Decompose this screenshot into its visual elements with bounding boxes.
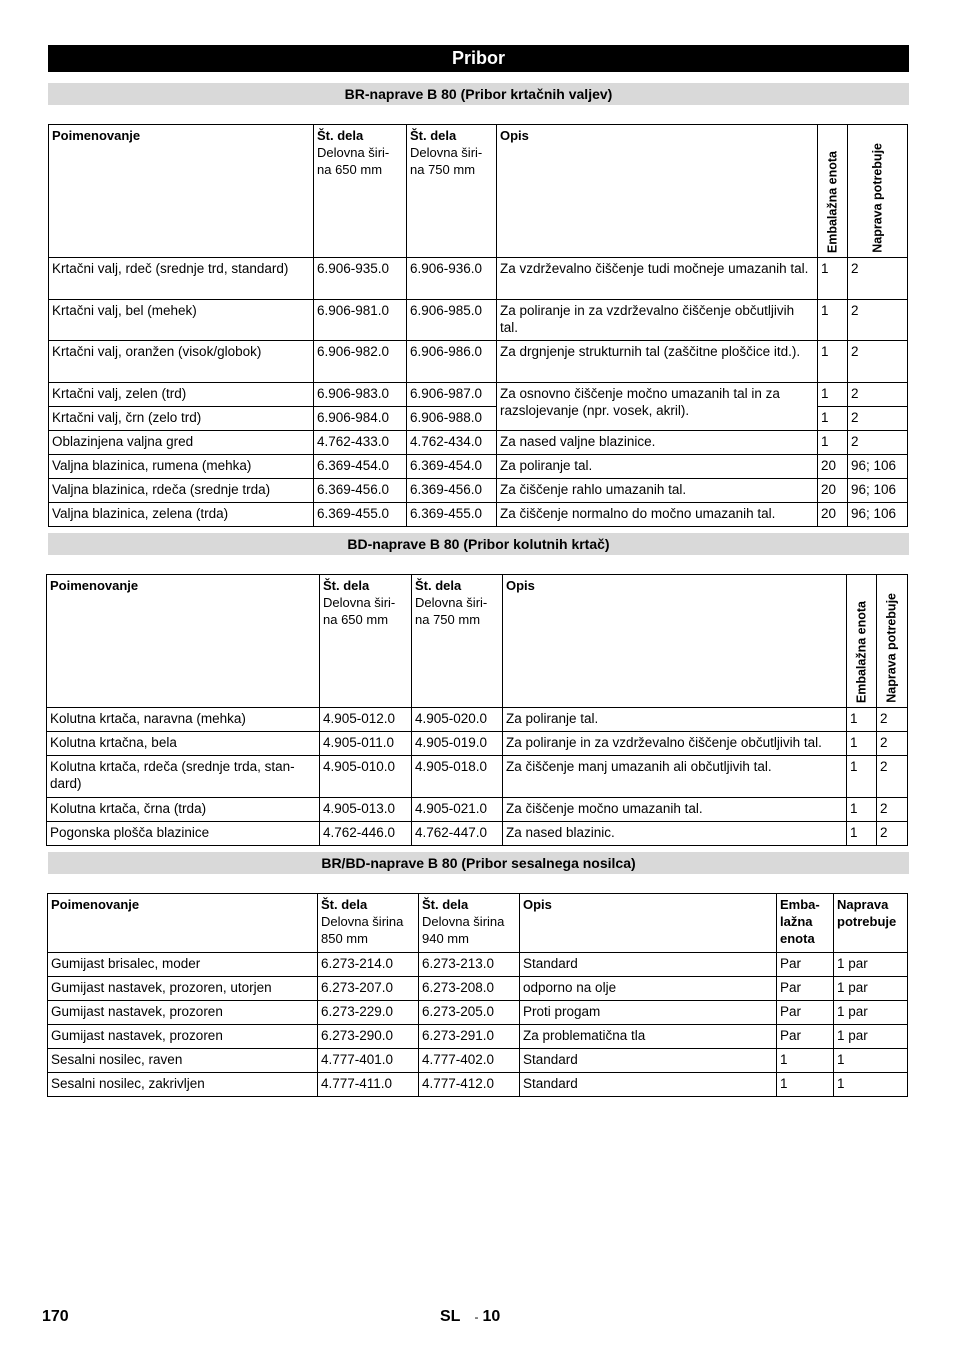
header-part-940: Št. dela Delovna širina 940 mm — [419, 894, 520, 953]
header-description: Opis — [503, 575, 847, 708]
header-description: Opis — [520, 894, 777, 953]
table-row: Valjna blazinica, zelena (trda) 6.369-455.0 6.369-455.0 Za čiščenje normalno do močno umazanih tal. 20 96; 106 — [49, 503, 908, 527]
header-name: Poimenovanje — [47, 575, 320, 708]
header-device-needs: Naprava potrebuje — [877, 575, 908, 708]
table-br-accessories — [48, 124, 908, 527]
header-part-650: Št. dela Delovna širi-na 650 mm — [314, 125, 407, 258]
table-row: Kolutna krtačna, bela 4.905-011.0 4.905-019.0 Za poliranje in za vzdrževalno čiščenje občutljivih tal. 1 2 — [47, 732, 908, 756]
table-row: Kolutna krtača, rdeča (srednje trda, stan-dard) 4.905-010.0 4.905-018.0 Za čiščenje manj umazanih ali občutljivih tal. 1 2 — [47, 756, 908, 798]
header-description: Opis — [497, 125, 818, 258]
table-row: Oblazinjena valjna gred 4.762-433.0 4.762-434.0 Za nased valjne blazinice. 1 2 — [49, 431, 908, 455]
table-row: Sesalni nosilec, zakrivljen 4.777-411.0 4.777-412.0 Standard 1 1 — [48, 1073, 908, 1097]
table-squeegee-accessories — [47, 893, 908, 1097]
table-row: Krtačni valj, oranžen (visok/globok) 6.906-982.0 6.906-986.0 Za drgnjenje strukturnih tal (zaščitne ploščice itd.). 1 2 — [49, 341, 908, 383]
table-row: Krtačni valj, črn (zelo trd) 6.906-984.0 6.906-988.0 1 2 — [49, 407, 908, 431]
section-title-br: BR-naprave B 80 (Pribor krtačnih valjev) — [48, 83, 909, 105]
header-packaging-unit: Embalažna enota — [847, 575, 877, 708]
table-row: Sesalni nosilec, raven 4.777-401.0 4.777-402.0 Standard 1 1 — [48, 1049, 908, 1073]
table-row: Gumijast nastavek, prozoren 6.273-229.0 6.273-205.0 Proti progam Par 1 par — [48, 1001, 908, 1025]
page-number: 170 — [42, 1308, 69, 1325]
header-name: Poimenovanje — [48, 894, 318, 953]
table-row: Krtačni valj, rdeč (srednje trd, standard) 6.906-935.0 6.906-936.0 Za vzdrževalno čiščenje tudi močneje umazanih tal. 1 2 — [49, 258, 908, 300]
table-row: Krtačni valj, zelen (trd) 6.906-983.0 6.906-987.0 Za osnovno čiščenje močno umazanih tal in za razslojevanje (npr. vosek, akril). 1 2 — [49, 383, 908, 407]
table-row: Gumijast nastavek, prozoren, utorjen 6.273-207.0 6.273-208.0 odporno na olje Par 1 par — [48, 977, 908, 1001]
table-row: Gumijast brisalec, moder 6.273-214.0 6.273-213.0 Standard Par 1 par — [48, 953, 908, 977]
table-row: Kolutna krtača, črna (trda) 4.905-013.0 4.905-021.0 Za čiščenje močno umazanih tal. 1 2 — [47, 798, 908, 822]
footer-separator: - — [474, 1310, 479, 1324]
header-packaging-unit: Embalažna enota — [818, 125, 848, 258]
footer-language: SL — [440, 1308, 461, 1325]
section-title-bd: BD-naprave B 80 (Pribor kolutnih krtač) — [48, 533, 909, 555]
header-device-needs: Naprava potrebuje — [848, 125, 908, 258]
footer-language-page — [440, 1308, 500, 1326]
section-title-squeegee: BR/BD-naprave B 80 (Pribor sesalnega nosilca) — [48, 852, 909, 874]
table-header-row — [47, 575, 908, 708]
table-row: Pogonska plošča blazinice 4.762-446.0 4.762-447.0 Za nased blazinic. 1 2 — [47, 822, 908, 846]
header-part-750: Št. dela Delovna širi-na 750 mm — [407, 125, 497, 258]
table-row: Valjna blazinica, rumena (mehka) 6.369-454.0 6.369-454.0 Za poliranje tal. 20 96; 106 — [49, 455, 908, 479]
header-device-needs: Naprava potrebuje — [834, 894, 908, 953]
table-row: Kolutna krtača, naravna (mehka) 4.905-012.0 4.905-020.0 Za poliranje tal. 1 2 — [47, 708, 908, 732]
table-row: Krtačni valj, bel (mehek) 6.906-981.0 6.906-985.0 Za poliranje in za vzdrževalno čiščenje občutljivih tal. 1 2 — [49, 300, 908, 341]
table-row: Gumijast nastavek, prozoren 6.273-290.0 6.273-291.0 Za problematična tla Par 1 par — [48, 1025, 908, 1049]
header-packaging-unit: Emba-lažna enota — [777, 894, 834, 953]
footer-sub-page: 10 — [482, 1308, 501, 1325]
header-name: Poimenovanje — [49, 125, 314, 258]
table-row: Valjna blazinica, rdeča (srednje trda) 6.369-456.0 6.369-456.0 Za čiščenje rahlo umazanih tal. 20 96; 106 — [49, 479, 908, 503]
header-part-650: Št. dela Delovna širi-na 650 mm — [320, 575, 412, 708]
table-header-row — [49, 125, 908, 258]
table-header-row — [48, 894, 908, 953]
header-part-850: Št. dela Delovna širina 850 mm — [318, 894, 419, 953]
page-title: Pribor — [48, 45, 909, 72]
header-part-750: Št. dela Delovna širi-na 750 mm — [412, 575, 503, 708]
table-bd-accessories — [46, 574, 908, 846]
